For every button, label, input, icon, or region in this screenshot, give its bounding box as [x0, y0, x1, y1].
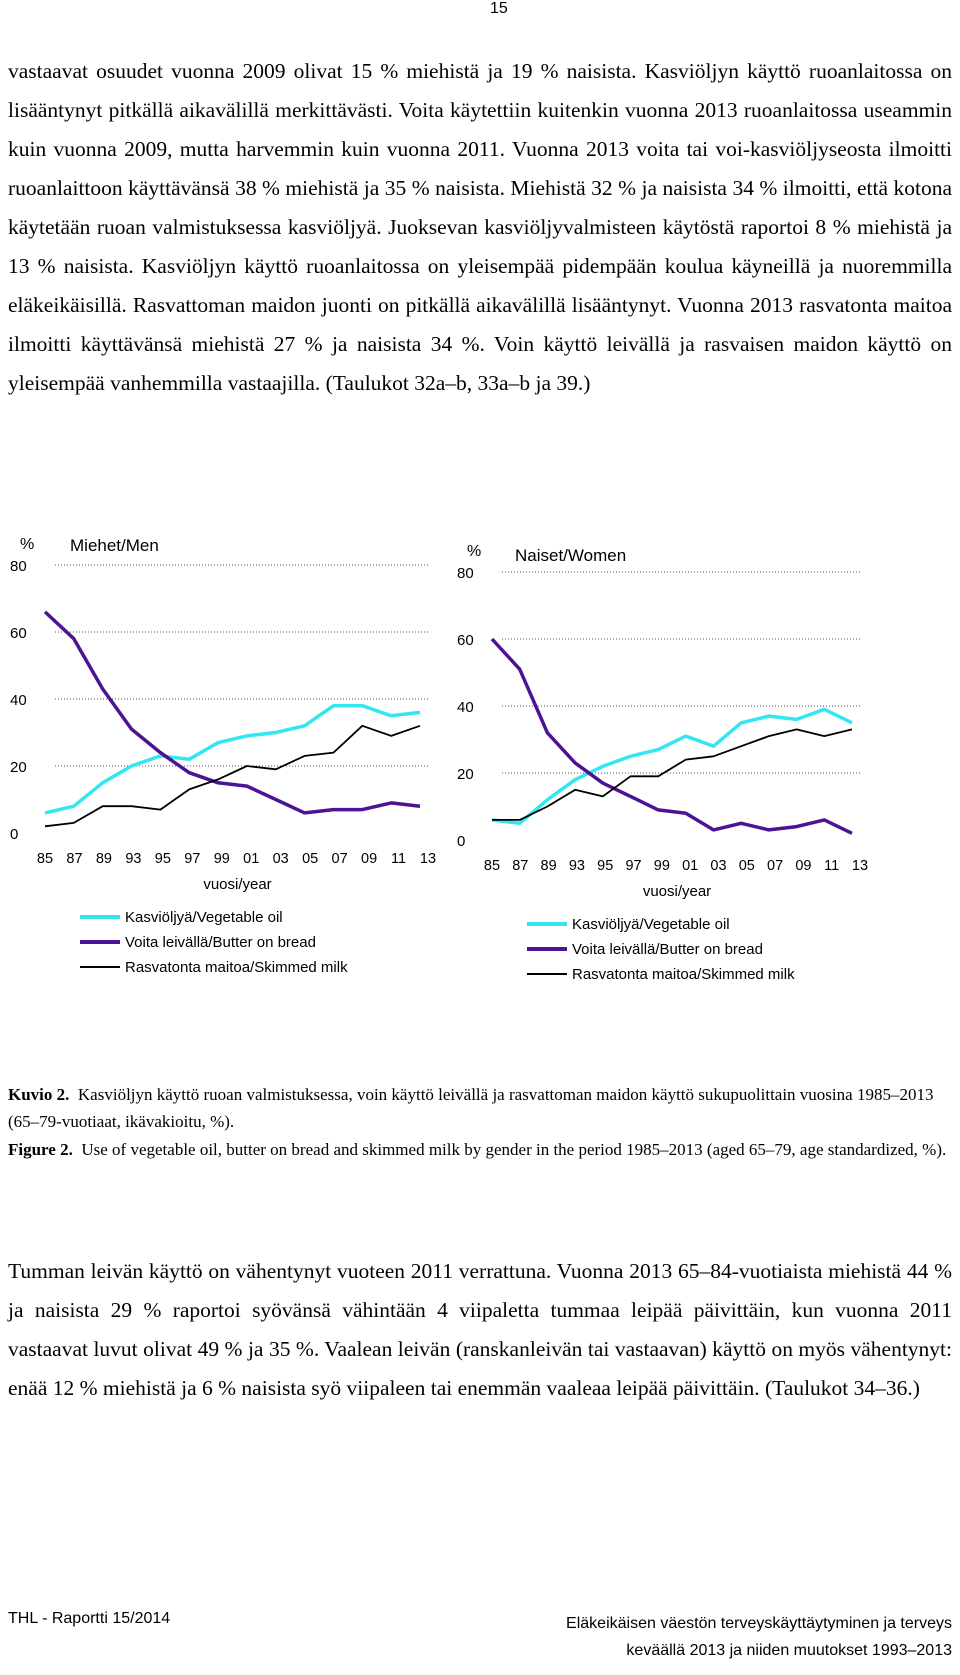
caption-en-text: Use of vegetable oil, butter on bread and skimmed milk by gender in the period 1985–2013 (aged 65–79, age standardized, %). [81, 1140, 947, 1159]
x-tick-label: 05 [738, 858, 755, 874]
legend-label: Voita leivällä/Butter on bread [125, 934, 316, 951]
x-tick-label: 99 [653, 858, 670, 874]
y-tick-label: 80 [10, 558, 27, 575]
chart-women [457, 543, 868, 983]
footer-title-line-1: Eläkeikäisen väestön terveyskäyttäytyminen ja terveys [566, 1615, 952, 1632]
x-tick-label: 99 [213, 851, 230, 867]
y-axis-unit: % [467, 543, 482, 560]
x-tick-label: 11 [824, 858, 840, 874]
y-tick-label: 40 [10, 692, 27, 709]
chart-men [10, 536, 436, 976]
x-tick-label: 93 [125, 851, 142, 867]
caption-fi-text: Kasviöljyn käyttö ruoan valmistuksessa, voin käyttö leivällä ja rasvattoman maidon käyttö sukupuolittain vuosina 1985–2013 (65–79-vuotiaat, ikävakioitu, %). [8, 1085, 934, 1131]
x-tick-label: 01 [682, 858, 699, 874]
x-tick-label: 03 [710, 858, 727, 874]
series-line-butter [492, 639, 852, 833]
figure-caption-fi [8, 1081, 952, 1135]
legend-label: Voita leivällä/Butter on bread [572, 941, 763, 958]
paragraph-1: vastaavat osuudet vuonna 2009 olivat 15 % miehistä ja 19 % naisista. Kasviöljyn käyttö ruoanlaitossa on lisääntynyt pitkällä aikavälillä merkittävästi. Voita käytettiin kuitenkin vuonna 2013 ruoanlaitossa useammin kuin vuonna 2009, mutta harvemmin kuin vuonna 2011. Vuonna 2013 voita tai voi-kasviöljyseosta ilmoitti ruoanlaittoon käyttävänsä 38 % miehistä ja 35 % naisista. Miehistä 32 % ja naisista 34 % ilmoitti, että kotona käytetään ruoan valmistuksessa kasviöljyä. Juoksevan kasviöljyvalmisteen käytöstä raportoi 8 % miehistä ja 13 % naisista. Kasviöljyn käyttö ruoanlaitossa on yleisempää pidempään koulua käyneillä ja nuoremmilla eläkeikäisillä. Rasvattoman maidon juonti on pitkällä aikavälillä lisääntynyt. Vuonna 2013 rasvatonta maitoa ilmoitti käyttävänsä miehistä 27 % ja naisista 34 %. Voin käyttö leivällä ja rasvaisen maidon käyttö on yleisempää vanhemmilla vastaajilla. (Taulukot 32a–b, 33a–b ja 39.) [8, 59, 952, 395]
x-tick-label: 95 [597, 858, 614, 874]
x-tick-label: 87 [66, 851, 83, 867]
footer-title-line-2: keväällä 2013 ja niiden muutokset 1993–2013 [626, 1642, 952, 1659]
caption-en-label: Figure 2. [8, 1140, 73, 1159]
x-tick-label: 05 [302, 851, 319, 867]
y-tick-label: 0 [457, 833, 466, 850]
legend-label: Rasvatonta maitoa/Skimmed milk [572, 966, 795, 983]
x-tick-label: 13 [419, 851, 437, 867]
x-tick-label: 85 [483, 858, 501, 874]
x-tick-label: 03 [272, 851, 289, 867]
x-tick-label: 07 [767, 858, 784, 874]
x-axis-label: vuosi/year [642, 883, 712, 900]
x-tick-label: 97 [184, 851, 201, 867]
x-tick-label: 07 [331, 851, 348, 867]
y-tick-label: 20 [10, 759, 27, 776]
x-tick-label: 09 [795, 858, 812, 874]
page-number: 15 [490, 0, 508, 17]
x-tick-label: 09 [361, 851, 378, 867]
legend-label: Rasvatonta maitoa/Skimmed milk [125, 959, 348, 976]
footer-title [566, 1610, 952, 1664]
chart-title: Naiset/Women [515, 546, 627, 565]
legend-label: Kasviöljyä/Vegetable oil [125, 909, 283, 926]
x-axis-label: vuosi/year [203, 876, 272, 893]
y-tick-label: 60 [457, 632, 474, 649]
legend-label: Kasviöljyä/Vegetable oil [572, 916, 730, 933]
chart-title: Miehet/Men [70, 536, 159, 555]
x-tick-label: 01 [243, 851, 260, 867]
caption-fi-label: Kuvio 2. [8, 1085, 70, 1104]
x-tick-label: 85 [36, 851, 54, 867]
y-axis-unit: % [20, 536, 35, 553]
charts-figure [0, 530, 960, 1010]
x-tick-label: 87 [512, 858, 529, 874]
x-tick-label: 89 [540, 858, 557, 874]
y-tick-label: 60 [10, 625, 27, 642]
x-tick-label: 89 [95, 851, 112, 867]
x-tick-label: 13 [851, 858, 869, 874]
y-tick-label: 80 [457, 565, 474, 582]
x-tick-label: 93 [568, 858, 585, 874]
y-tick-label: 20 [457, 766, 474, 783]
series-line-vegetable-oil [45, 706, 420, 813]
x-tick-label: 11 [391, 851, 407, 867]
x-tick-label: 97 [625, 858, 642, 874]
x-tick-label: 95 [154, 851, 171, 867]
paragraph-2: Tumman leivän käyttö on vähentynyt vuoteen 2011 verrattuna. Vuonna 2013 65–84-vuotiaista miehistä 44 % ja naisista 29 % raportoi syövänsä vähintään 4 viipaletta tummaa leipää päivittäin, kun vuonna 2011 vastaavat luvut olivat 49 % ja 35 %. Vaalean leivän (ranskanleivän tai vastaavan) käyttö on myös vähentynyt: enää 12 % miehistä ja 6 % naisista syö viipaleen tai enemmän vaaleaa leipää päivittäin. (Taulukot 34–36.) [8, 1259, 952, 1400]
y-tick-label: 0 [10, 826, 19, 843]
y-tick-label: 40 [457, 699, 474, 716]
footer-report-id: THL - Raportti 15/2014 [8, 1610, 171, 1627]
figure-caption-en [8, 1136, 952, 1163]
